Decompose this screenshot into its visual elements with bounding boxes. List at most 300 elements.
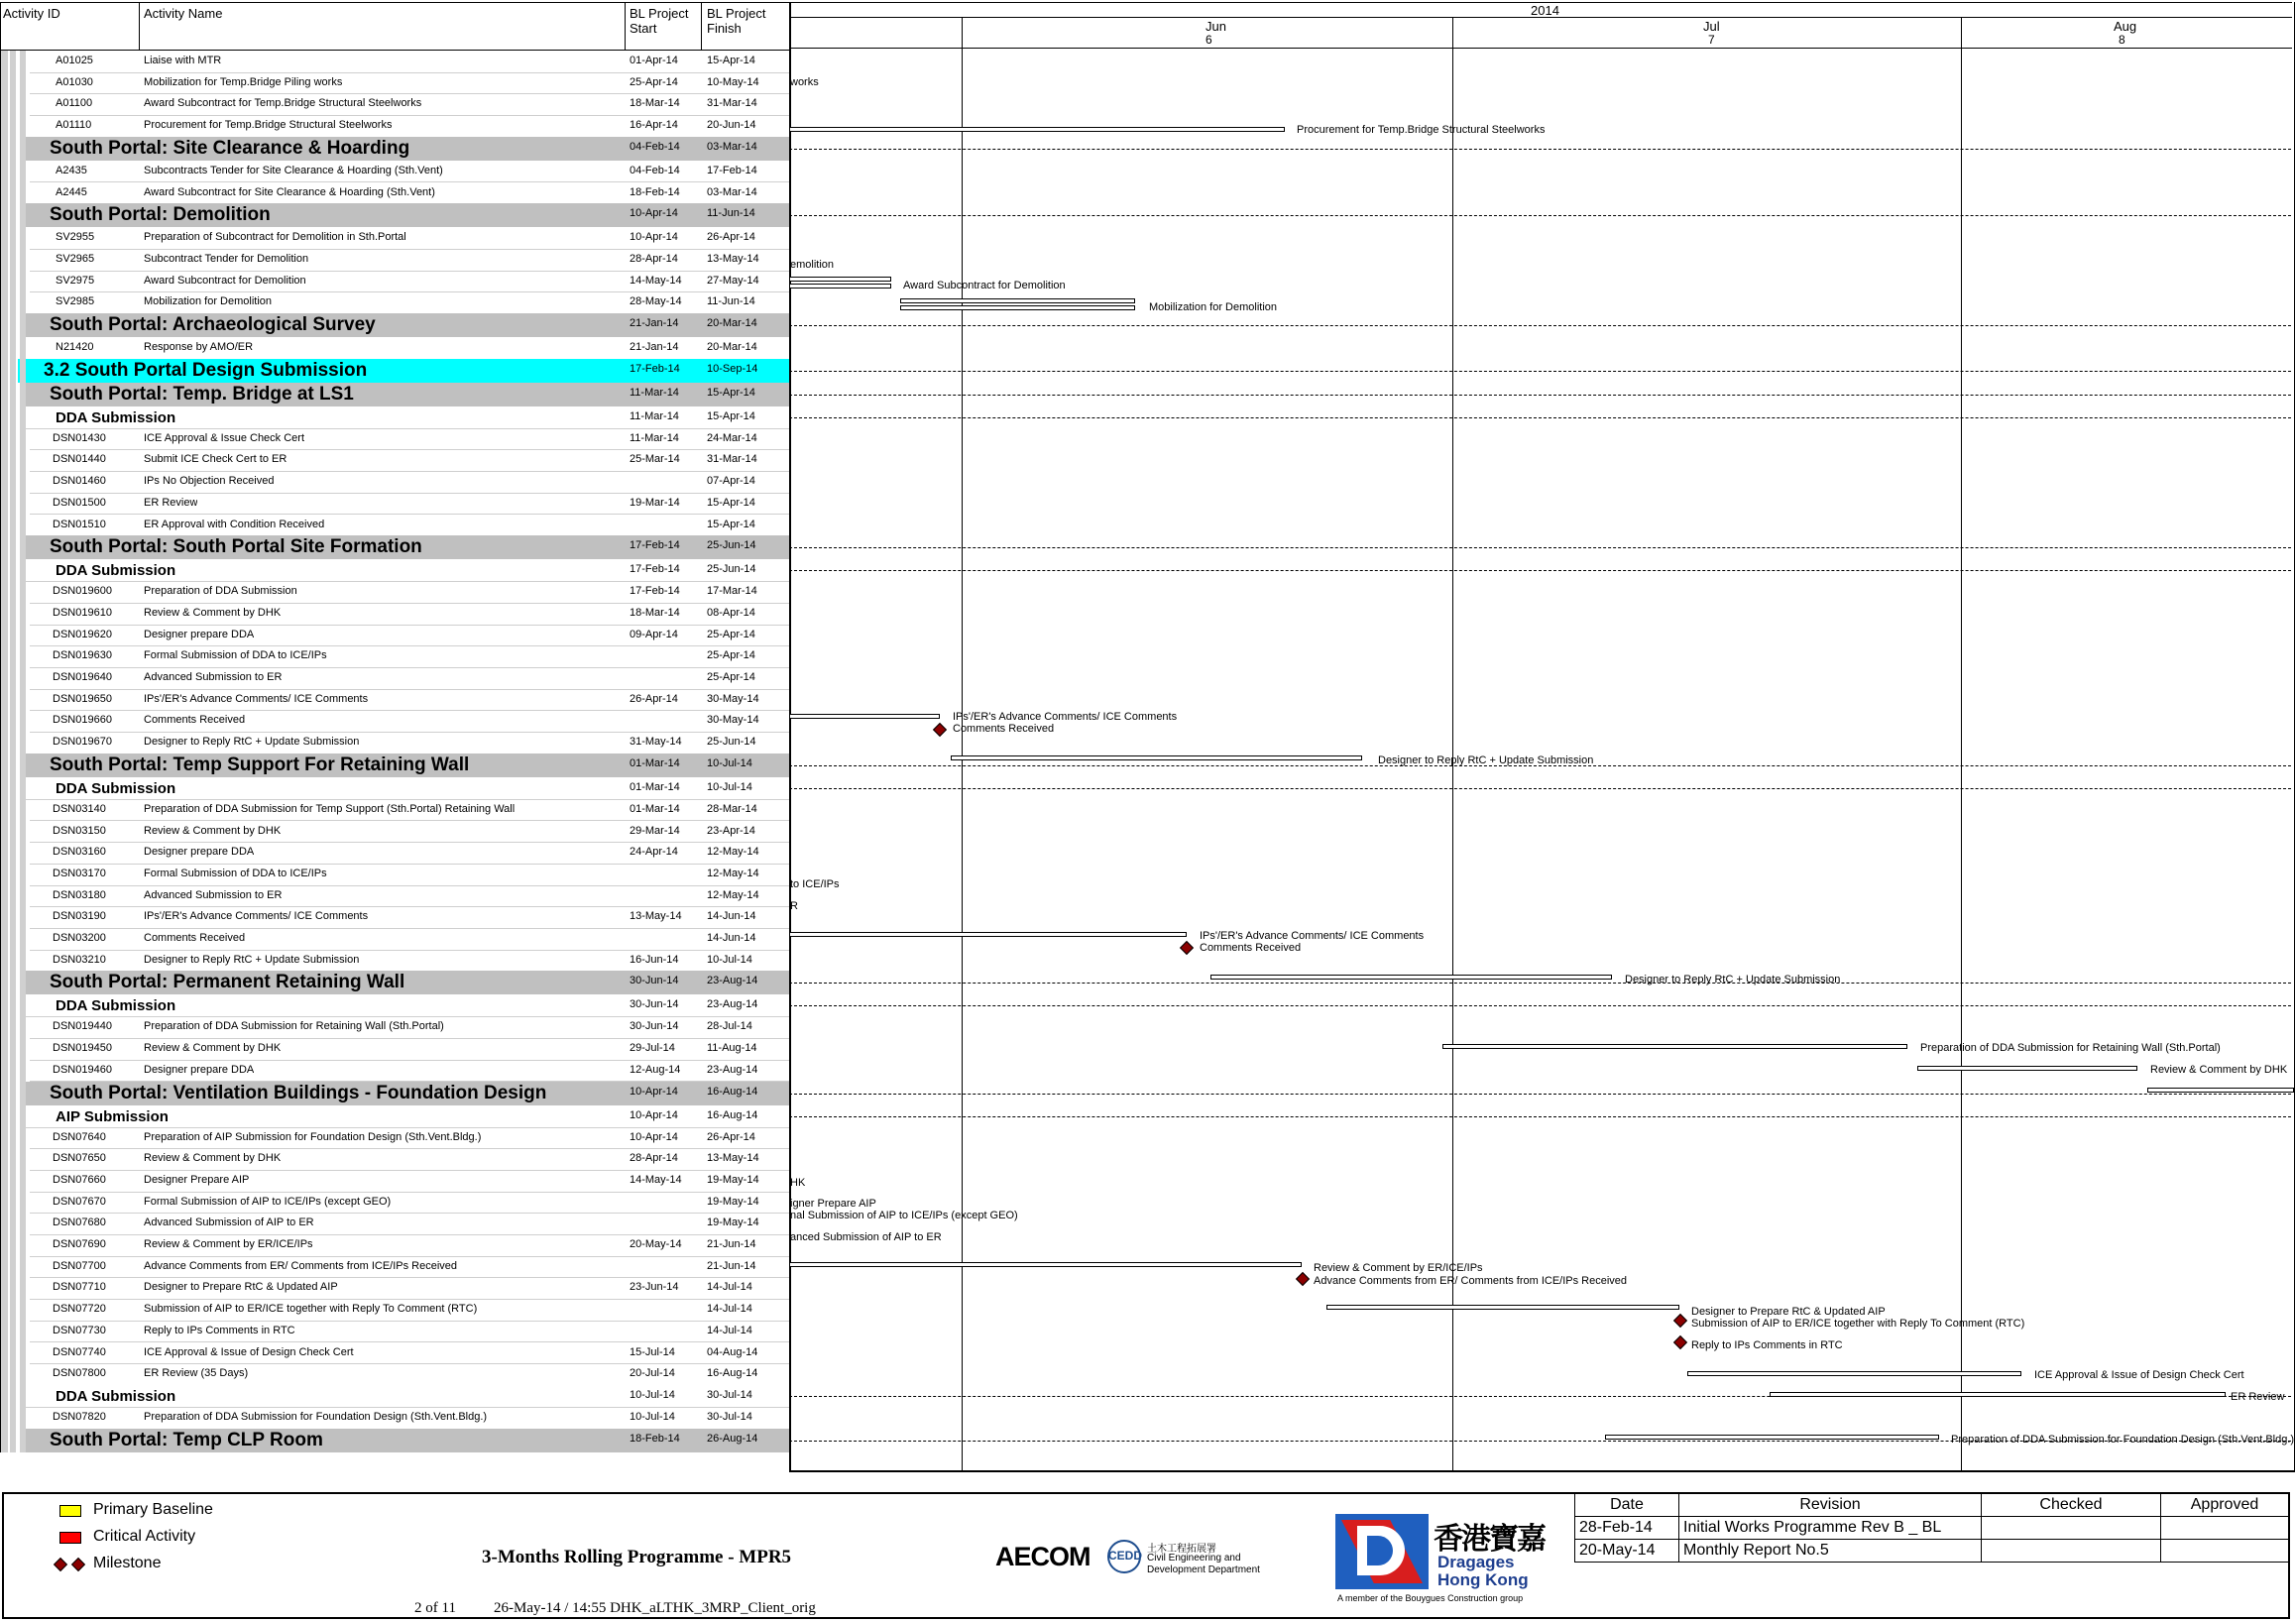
bl-start-date: 10-Apr-14 xyxy=(630,1085,678,1098)
bl-finish-date: 14-Jul-14 xyxy=(707,1324,752,1336)
bl-start-date: 17-Feb-14 xyxy=(630,585,680,598)
activity-name: Designer prepare DDA xyxy=(144,1063,255,1076)
gantt-bar[interactable] xyxy=(2147,1088,2294,1093)
activity-name: ER Review (35 Days) xyxy=(144,1367,249,1380)
activity-id: SV2955 xyxy=(56,231,95,244)
activity-id: DSN03170 xyxy=(53,867,106,879)
revision-row xyxy=(1575,1540,2289,1563)
month-gridline xyxy=(1452,18,1453,1471)
activity-id: DSN019640 xyxy=(53,671,112,683)
dragages-chinese-name: 香港寶嘉 xyxy=(1434,1523,1545,1556)
bl-finish-date: 03-Mar-14 xyxy=(707,140,757,153)
wbs-name: South Portal: Demolition xyxy=(50,204,271,226)
activity-name: Preparation of Subcontract for Demolition in Sth.Portal xyxy=(144,231,406,244)
bl-start-date: 14-May-14 xyxy=(630,274,682,287)
column-header-bl-finish[interactable]: BL Project Finish xyxy=(707,6,766,36)
activity-name: Preparation of DDA Submission for Foundation Design (Sth.Vent.Bldg.) xyxy=(144,1410,488,1423)
bar-label: Award Subcontract for Demolition xyxy=(903,280,1066,291)
activity-id: DSN03210 xyxy=(53,953,106,966)
timescale-month-jul-number: 7 xyxy=(1708,33,1715,47)
bl-finish-date: 13-May-14 xyxy=(707,252,759,265)
activity-id: DSN07820 xyxy=(53,1410,106,1423)
wbs-name: DDA Submission xyxy=(56,1387,176,1405)
gantt-bar[interactable] xyxy=(789,284,891,289)
timescale-bottom-border xyxy=(789,48,2292,49)
activity-name: Review & Comment by DHK xyxy=(144,1152,282,1165)
activity-name: Submission of AIP to ER/ICE together with Reply To Comment (RTC) xyxy=(144,1303,478,1316)
wbs-name: South Portal: Temp CLP Room xyxy=(50,1429,323,1450)
wbs-separator-line xyxy=(789,149,2291,150)
activity-id: DSN07640 xyxy=(53,1130,106,1143)
bl-finish-date: 30-May-14 xyxy=(707,692,759,705)
legend-primary-baseline: Primary Baseline xyxy=(93,1501,213,1518)
bl-finish-date: 24-Mar-14 xyxy=(707,431,757,444)
activity-name: Mobilization for Demolition xyxy=(144,295,272,308)
bl-start-date: 18-Feb-14 xyxy=(630,185,680,198)
activity-id: DSN01510 xyxy=(53,518,106,530)
cedd-name-line1: Civil Engineering and xyxy=(1147,1553,1241,1564)
activity-name: Designer to Reply RtC + Update Submission xyxy=(144,736,360,749)
wbs-name: DDA Submission xyxy=(56,779,176,797)
bl-finish-date: 10-May-14 xyxy=(707,75,759,88)
activity-id: DSN03190 xyxy=(53,910,106,923)
bl-start-date: 30-Jun-14 xyxy=(630,975,679,987)
dragages-tagline: A member of the Bouygues Construction group xyxy=(1337,1593,1524,1603)
bl-finish-date: 23-Aug-14 xyxy=(707,1063,758,1076)
bl-finish-date: 07-Apr-14 xyxy=(707,475,755,488)
wbs-separator-line xyxy=(789,215,2291,216)
wbs-name: South Portal: Permanent Retaining Wall xyxy=(50,972,405,993)
bl-finish-date: 25-Apr-14 xyxy=(707,628,755,640)
revision-approved xyxy=(2161,1517,2289,1540)
bl-start-date: 01-Mar-14 xyxy=(630,756,680,769)
revision-header-row xyxy=(1575,1494,2289,1517)
activity-name: Mobilization for Temp.Bridge Piling works xyxy=(144,75,343,88)
activity-id: A01100 xyxy=(56,97,93,110)
bl-start-date: 17-Feb-14 xyxy=(630,539,680,552)
bl-start-date: 21-Jan-14 xyxy=(630,317,679,329)
activity-name: Designer to Prepare RtC & Updated AIP xyxy=(144,1281,338,1294)
bl-start-date: 20-Jul-14 xyxy=(630,1367,675,1380)
activity-name: Submit ICE Check Cert to ER xyxy=(144,453,287,466)
timescale-month-jul: Jul xyxy=(1703,19,1720,34)
activity-name: Designer prepare DDA xyxy=(144,628,255,640)
bar-label: emolition xyxy=(790,259,835,271)
bl-finish-date: 25-Jun-14 xyxy=(707,736,756,749)
bl-start-date: 18-Mar-14 xyxy=(630,606,680,619)
activity-name: Comments Received xyxy=(144,714,246,727)
wbs-separator-line xyxy=(789,983,2291,984)
wbs-separator-line xyxy=(789,1094,2291,1095)
bl-finish-date: 10-Jul-14 xyxy=(707,953,752,966)
activity-name: IPs'/ER's Advance Comments/ ICE Comments xyxy=(144,692,369,705)
bl-start-date: 28-May-14 xyxy=(630,295,682,308)
bl-start-date: 16-Apr-14 xyxy=(630,119,678,132)
activity-name: Formal Submission of DDA to ICE/IPs xyxy=(144,867,327,879)
column-header-activity-name[interactable]: Activity Name xyxy=(144,6,223,21)
bl-finish-date: 12-May-14 xyxy=(707,867,759,879)
bl-finish-date: 10-Jul-14 xyxy=(707,780,752,793)
bl-finish-date: 11-Jun-14 xyxy=(707,207,755,220)
bl-finish-date: 31-Mar-14 xyxy=(707,453,757,466)
activity-name: ICE Approval & Issue of Design Check Cert xyxy=(144,1345,354,1358)
bl-finish-date: 14-Jun-14 xyxy=(707,932,756,944)
wbs-name: South Portal: Temp Support For Retaining Wall xyxy=(50,753,470,775)
bl-finish-date: 21-Jun-14 xyxy=(707,1259,756,1272)
activity-id: SV2975 xyxy=(56,274,95,287)
bar-label: HK xyxy=(790,1177,806,1189)
bl-start-date: 17-Feb-14 xyxy=(630,362,680,375)
wbs-name: South Portal: Site Clearance & Hoarding xyxy=(50,137,410,159)
bl-finish-date: 20-Jun-14 xyxy=(707,119,756,132)
activity-id: SV2985 xyxy=(56,295,95,308)
bl-start-date: 04-Feb-14 xyxy=(630,164,680,176)
cedd-name-line2: Development Department xyxy=(1147,1564,1260,1575)
bl-finish-date: 15-Apr-14 xyxy=(707,409,755,422)
activity-name: ER Approval with Condition Received xyxy=(144,518,325,530)
bl-finish-date: 17-Feb-14 xyxy=(707,164,757,176)
bl-finish-date: 25-Apr-14 xyxy=(707,649,755,662)
wbs-name: South Portal: South Portal Site Formation xyxy=(50,536,422,558)
activity-name: Advance Comments from ER/ Comments from ICE/IPs Received xyxy=(144,1259,458,1272)
activity-id: DSN03200 xyxy=(53,932,106,944)
bl-start-date: 10-Apr-14 xyxy=(630,1108,678,1121)
run-info: 26-May-14 / 14:55 DHK_aLTHK_3MRP_Client_orig xyxy=(494,1600,816,1616)
activity-id: DSN019670 xyxy=(53,736,112,749)
gantt-bar[interactable] xyxy=(1917,1066,2137,1071)
bar-label: Preparation of DDA Submission for Foundation Design (Sth.Vent.Bldg.) xyxy=(1951,1434,2295,1446)
bl-start-date: 01-Mar-14 xyxy=(630,780,680,793)
timescale-month-jun: Jun xyxy=(1205,19,1226,34)
bar-label: Designer to Prepare RtC & Updated AIP xyxy=(1691,1306,1886,1318)
wbs-name: DDA Submission xyxy=(56,997,176,1015)
critical-activity-swatch xyxy=(59,1532,81,1544)
bl-finish-date: 16-Aug-14 xyxy=(707,1367,758,1380)
wbs-name: South Portal: Temp. Bridge at LS1 xyxy=(50,383,354,405)
bl-start-date: 04-Feb-14 xyxy=(630,140,680,153)
bl-finish-date: 08-Apr-14 xyxy=(707,606,755,619)
wbs-separator-line xyxy=(789,1005,2291,1006)
bl-start-date: 20-May-14 xyxy=(630,1238,682,1250)
bl-finish-date: 19-May-14 xyxy=(707,1195,759,1208)
bl-finish-date: 20-Mar-14 xyxy=(707,317,757,329)
bl-finish-date: 26-Aug-14 xyxy=(707,1432,758,1445)
activity-name: Formal Submission of AIP to ICE/IPs (except GEO) xyxy=(144,1195,392,1208)
bar-label: IPs'/ER's Advance Comments/ ICE Comments xyxy=(953,711,1178,723)
bl-start-date: 11-Mar-14 xyxy=(630,409,679,422)
bl-finish-date: 14-Jul-14 xyxy=(707,1281,752,1294)
bl-finish-date: 26-Apr-14 xyxy=(707,1130,755,1143)
activity-name: Preparation of AIP Submission for Foundation Design (Sth.Vent.Bldg.) xyxy=(144,1130,482,1143)
bl-finish-date: 27-May-14 xyxy=(707,274,759,287)
dragages-name-line1: Dragages xyxy=(1437,1553,1515,1571)
bl-finish-date: 10-Jul-14 xyxy=(707,756,752,769)
activity-name: Award Subcontract for Demolition xyxy=(144,274,306,287)
activity-name: Review & Comment by DHK xyxy=(144,606,282,619)
bl-finish-date: 11-Aug-14 xyxy=(707,1042,757,1055)
bl-start-date: 21-Jan-14 xyxy=(630,341,679,353)
activity-id: N21420 xyxy=(56,341,94,353)
bl-start-date: 18-Mar-14 xyxy=(630,97,680,110)
gantt-bar[interactable] xyxy=(1605,1435,1939,1440)
activity-id: DSN019610 xyxy=(53,606,112,619)
revision-table xyxy=(1574,1493,2289,1563)
activity-name: Reply to IPs Comments in RTC xyxy=(144,1324,295,1336)
gantt-chart xyxy=(789,0,2296,1472)
month-gridline xyxy=(1961,18,1962,1471)
bl-finish-date: 13-May-14 xyxy=(707,1152,759,1165)
gantt-bar[interactable] xyxy=(1442,1044,1907,1049)
wbs-separator-line xyxy=(789,788,2291,789)
bl-finish-date: 31-Mar-14 xyxy=(707,97,757,110)
gantt-bar[interactable] xyxy=(1687,1371,2021,1376)
bar-label: Designer to Reply RtC + Update Submission xyxy=(1378,754,1594,766)
bl-start-date: 31-May-14 xyxy=(630,736,682,749)
activity-id: A2435 xyxy=(56,164,87,176)
bar-label: Review & Comment by DHK xyxy=(2150,1064,2288,1076)
activity-id: DSN019460 xyxy=(53,1063,112,1076)
bl-start-date: 16-Jun-14 xyxy=(630,953,679,966)
activity-id: DSN01440 xyxy=(53,453,106,466)
bl-start-date: 29-Mar-14 xyxy=(630,824,680,837)
wbs-separator-line xyxy=(789,325,2291,326)
gantt-bar[interactable] xyxy=(789,932,1187,937)
activity-id: DSN07730 xyxy=(53,1324,106,1336)
timescale-month-jun-number: 6 xyxy=(1205,33,1212,47)
bar-label: Designer to Reply RtC + Update Submission xyxy=(1625,974,1841,985)
bl-finish-date: 26-Apr-14 xyxy=(707,231,755,244)
activity-name: Review & Comment by DHK xyxy=(144,1042,282,1055)
bar-label: ICE Approval & Issue of Design Check Cert xyxy=(2034,1369,2244,1381)
wbs-separator-line xyxy=(789,395,2291,396)
gantt-bar[interactable] xyxy=(1210,975,1612,980)
bl-finish-date: 23-Aug-14 xyxy=(707,998,758,1011)
activity-name: Review & Comment by DHK xyxy=(144,824,282,837)
bl-start-date: 29-Jul-14 xyxy=(630,1042,675,1055)
activity-name: Award Subcontract for Site Clearance & Hoarding (Sth.Vent) xyxy=(144,185,435,198)
activity-id: DSN01500 xyxy=(53,496,106,509)
gantt-bar[interactable] xyxy=(789,1262,1302,1267)
wbs-name: DDA Submission xyxy=(56,408,176,426)
month-gridline xyxy=(962,18,963,1471)
activity-id: DSN03140 xyxy=(53,802,106,815)
activity-id: DSN07660 xyxy=(53,1173,106,1186)
activity-id: DSN07700 xyxy=(53,1259,106,1272)
revision-description: Initial Works Programme Rev B _ BL xyxy=(1679,1517,1982,1540)
bar-label: Submission of AIP to ER/ICE together with Reply To Comment (RTC) xyxy=(1691,1318,2025,1330)
bl-start-date: 18-Feb-14 xyxy=(630,1432,680,1445)
primary-baseline-swatch xyxy=(59,1505,81,1517)
bl-finish-date: 21-Jun-14 xyxy=(707,1238,756,1250)
wbs-separator-line xyxy=(789,547,2291,548)
bl-start-date: 10-Jul-14 xyxy=(630,1388,675,1401)
bl-finish-date: 28-Mar-14 xyxy=(707,802,757,815)
gantt-bar[interactable] xyxy=(789,127,1285,132)
cedd-chinese-name: 土木工程拓展署 xyxy=(1147,1544,1216,1555)
bar-label: anced Submission of AIP to ER xyxy=(790,1231,942,1243)
bl-finish-date: 10-Sep-14 xyxy=(707,362,758,375)
bl-finish-date: 15-Apr-14 xyxy=(707,496,755,509)
revision-date: 20-May-14 xyxy=(1575,1540,1679,1563)
bl-start-date: 11-Mar-14 xyxy=(630,386,679,399)
bar-label: Comments Received xyxy=(953,723,1055,735)
activity-id: DSN03160 xyxy=(53,846,106,859)
revision-header-approved: Approved xyxy=(2161,1494,2289,1517)
bl-start-date: 10-Apr-14 xyxy=(630,207,678,220)
bl-finish-date: 19-May-14 xyxy=(707,1173,759,1186)
activity-name: Preparation of DDA Submission xyxy=(144,585,297,598)
gantt-frame xyxy=(789,2,2295,1472)
bl-finish-date: 14-Jun-14 xyxy=(707,910,756,923)
activity-id: DSN07650 xyxy=(53,1152,106,1165)
bar-label: igner Prepare AIP xyxy=(790,1198,876,1210)
bar-label: IPs'/ER's Advance Comments/ ICE Comments xyxy=(1200,930,1425,942)
activity-id: A01025 xyxy=(56,55,93,66)
bl-start-date: 28-Apr-14 xyxy=(630,1152,678,1165)
activity-name: Designer to Reply RtC + Update Submission xyxy=(144,953,360,966)
bar-label: Comments Received xyxy=(1200,942,1302,954)
bl-start-date: 19-Mar-14 xyxy=(630,496,680,509)
activity-name: Review & Comment by ER/ICE/IPs xyxy=(144,1238,313,1250)
bl-start-date: 14-May-14 xyxy=(630,1173,682,1186)
gantt-bar[interactable] xyxy=(789,277,891,282)
programme-title: 3-Months Rolling Programme - MPR5 xyxy=(482,1547,792,1567)
bl-start-date: 30-Jun-14 xyxy=(630,998,679,1011)
bl-start-date: 30-Jun-14 xyxy=(630,1020,679,1033)
activity-id: DSN03150 xyxy=(53,824,106,837)
activity-id: DSN07740 xyxy=(53,1345,106,1358)
activity-id: SV2965 xyxy=(56,252,95,265)
bl-finish-date: 15-Apr-14 xyxy=(707,518,755,530)
activity-id: DSN07800 xyxy=(53,1367,106,1380)
column-header-activity-id[interactable]: Activity ID xyxy=(3,6,60,21)
timescale-month-aug-number: 8 xyxy=(2119,33,2125,47)
bl-finish-date: 14-Jul-14 xyxy=(707,1303,752,1316)
wbs-name: DDA Submission xyxy=(56,562,176,580)
revision-row xyxy=(1575,1517,2289,1540)
revision-checked xyxy=(1982,1517,2161,1540)
wbs-separator-line xyxy=(789,1116,2291,1117)
bl-finish-date: 30-Jul-14 xyxy=(707,1410,752,1423)
bl-start-date: 26-Apr-14 xyxy=(630,692,678,705)
gantt-bar[interactable] xyxy=(789,714,940,719)
wbs-name: South Portal: Ventilation Buildings - Foundation Design xyxy=(50,1082,547,1103)
bl-finish-date: 30-May-14 xyxy=(707,714,759,727)
column-header-bl-start[interactable]: BL Project Start xyxy=(630,6,689,36)
activity-name: Response by AMO/ER xyxy=(144,341,254,353)
revision-header-checked: Checked xyxy=(1982,1494,2161,1517)
bl-start-date: 24-Apr-14 xyxy=(630,846,678,859)
activity-id: DSN07710 xyxy=(53,1281,106,1294)
bl-start-date: 09-Apr-14 xyxy=(630,628,678,640)
wbs-separator-line xyxy=(789,371,2291,372)
gantt-bar[interactable] xyxy=(1326,1305,1679,1310)
activity-name: ICE Approval & Issue Check Cert xyxy=(144,431,305,444)
bl-start-date: 10-Apr-14 xyxy=(630,1130,678,1143)
activity-id: DSN03180 xyxy=(53,888,106,901)
revision-date: 28-Feb-14 xyxy=(1575,1517,1679,1540)
bl-start-date: 23-Jun-14 xyxy=(630,1281,679,1294)
timescale-month-aug: Aug xyxy=(2114,19,2137,34)
activity-name: Comments Received xyxy=(144,932,246,944)
bl-start-date: 25-Mar-14 xyxy=(630,453,680,466)
bar-label: to ICE/IPs xyxy=(790,878,840,890)
gantt-bar[interactable] xyxy=(900,298,1135,303)
activity-name: IPs No Objection Received xyxy=(144,475,275,488)
bar-label: Review & Comment by ER/ICE/IPs xyxy=(1314,1262,1483,1274)
dragages-name-line2: Hong Kong xyxy=(1437,1570,1529,1589)
bl-finish-date: 23-Aug-14 xyxy=(707,975,758,987)
activity-name: Designer prepare DDA xyxy=(144,846,255,859)
gantt-bar[interactable] xyxy=(1770,1392,2226,1397)
activity-id: DSN019630 xyxy=(53,649,112,662)
cedd-logo-abbr: CEDD xyxy=(1108,1549,1143,1563)
bl-start-date: 17-Feb-14 xyxy=(630,563,680,576)
wbs-name: South Portal: Archaeological Survey xyxy=(50,314,376,335)
bl-start-date: 28-Apr-14 xyxy=(630,252,678,265)
activity-id: DSN019450 xyxy=(53,1042,112,1055)
activity-id: DSN019650 xyxy=(53,692,112,705)
gantt-bar[interactable] xyxy=(900,305,1135,310)
activity-name: Procurement for Temp.Bridge Structural Steelworks xyxy=(144,119,393,132)
bl-start-date: 01-Mar-14 xyxy=(630,802,680,815)
bar-label: Mobilization for Demolition xyxy=(1149,301,1277,313)
bl-start-date: 11-Mar-14 xyxy=(630,431,679,444)
bl-finish-date: 12-May-14 xyxy=(707,846,759,859)
activity-id: DSN01430 xyxy=(53,431,106,444)
activity-id: A2445 xyxy=(56,185,87,198)
activity-id: DSN07670 xyxy=(53,1195,106,1208)
legend-critical-activity: Critical Activity xyxy=(93,1528,196,1545)
bl-finish-date: 16-Aug-14 xyxy=(707,1108,758,1121)
activity-id: DSN019600 xyxy=(53,585,112,598)
activity-name: Subcontract Tender for Demolition xyxy=(144,252,309,265)
wbs-separator-line xyxy=(789,417,2291,418)
aecom-logo: AECOM xyxy=(995,1542,1091,1571)
bl-start-date: 10-Jul-14 xyxy=(630,1410,675,1423)
bl-start-date: 10-Apr-14 xyxy=(630,231,678,244)
bar-label: Preparation of DDA Submission for Retaining Wall (Sth.Portal) xyxy=(1920,1042,2221,1054)
bl-start-date: 25-Apr-14 xyxy=(630,75,678,88)
activity-name: Formal Submission of DDA to ICE/IPs xyxy=(144,649,327,662)
activity-name: Award Subcontract for Temp.Bridge Structural Steelworks xyxy=(144,97,422,110)
activity-name: Liaise with MTR xyxy=(144,55,222,66)
bl-finish-date: 20-Mar-14 xyxy=(707,341,757,353)
bar-label: Reply to IPs Comments in RTC xyxy=(1691,1339,1843,1351)
bl-finish-date: 03-Mar-14 xyxy=(707,185,757,198)
table-frame xyxy=(0,2,789,1452)
activity-name: Designer Prepare AIP xyxy=(144,1173,250,1186)
bl-finish-date: 12-May-14 xyxy=(707,888,759,901)
wbs-name: 3.2 South Portal Design Submission xyxy=(44,359,368,381)
bl-finish-date: 23-Apr-14 xyxy=(707,824,755,837)
activity-name: Advanced Submission of AIP to ER xyxy=(144,1216,314,1229)
bl-finish-date: 16-Aug-14 xyxy=(707,1085,758,1098)
bl-finish-date: 30-Jul-14 xyxy=(707,1388,752,1401)
activity-id: DSN019620 xyxy=(53,628,112,640)
revision-description: Monthly Report No.5 xyxy=(1679,1540,1982,1563)
bl-finish-date: 25-Apr-14 xyxy=(707,671,755,683)
legend-milestone: Milestone xyxy=(93,1555,162,1571)
bl-finish-date: 25-Jun-14 xyxy=(707,563,756,576)
bar-label: works xyxy=(790,76,819,88)
dragages-logo-icon xyxy=(1335,1514,1429,1589)
activity-name: Advanced Submission to ER xyxy=(144,888,283,901)
activity-id: DSN019440 xyxy=(53,1020,112,1033)
gantt-bar[interactable] xyxy=(951,755,1362,760)
bl-start-date: 13-May-14 xyxy=(630,910,682,923)
bl-start-date: 15-Jul-14 xyxy=(630,1345,675,1358)
